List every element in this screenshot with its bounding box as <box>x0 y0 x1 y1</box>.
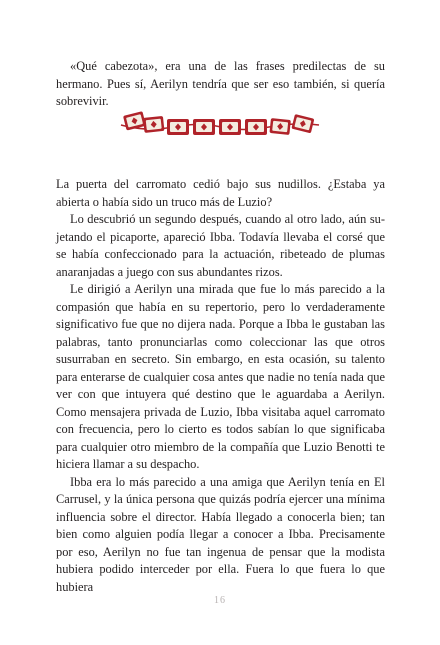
text-block-main <box>56 176 385 596</box>
text-block-top <box>56 58 385 111</box>
paragraph: «Qué cabezota», era una de las frases predilectas de su hermano. Pues sí, Aerilyn tendría que ser eso también, si quería sobrevivir. <box>56 59 385 108</box>
paragraph: Lo descubrió un segundo después, cuando al otro lado, aún sujetando el picaporte, apareció Ibba. Todavía llevaba el corsé que se había confeccionado para la actuación, ribeteado de plumas anaranjadas a juego con sus abundantes rizos. <box>56 212 385 279</box>
paragraph: La puerta del carromato cedió bajo sus nudillos. ¿Estaba ya abierta o había sido un truco más de Luzio? <box>56 177 385 209</box>
page-number: 16 <box>214 595 226 606</box>
paragraph: Ibba era lo más parecido a una amiga que Aerilyn tenía en El Carrusel, y la única persona que quizás podría ejercer una mínima influencia sobre el director. Había llegado a conocerla bien; tan bien como alguien podía llegar a conocer a Ibba. Precisamente por eso, Aerilyn no fue tan ingenua de pensar que la modista hubiera podido interceder por ella. Fuera lo que fuera lo que hubiera <box>56 474 385 594</box>
card-suits-garland-icon <box>117 110 323 144</box>
paragraph: Le dirigió a Aerilyn una mirada que fue lo más parecido a la compasión que había en su repertorio, pero lo verdaderamente significativo fue que no dijera nada. Porque a Ibba le gustaban las palabras, tanto pronunciarlas como coleccionar las que otros susurraban en secreto. Sin embargo, en esta ocasión, su talento para enterarse de cualquier cosa antes que nadie no tenía nada que ver con que intuyera qué destino que le aguardaba a Aerilyn. Como mensajera privada de Luzio, Ibba visitaba aquel carromato con frecuencia, pero lo cierto es todos sabían lo que significaba para cualquier otro miembro de la compañía que Luzio Benotti te hiciera llamar a su despacho. <box>56 282 385 471</box>
